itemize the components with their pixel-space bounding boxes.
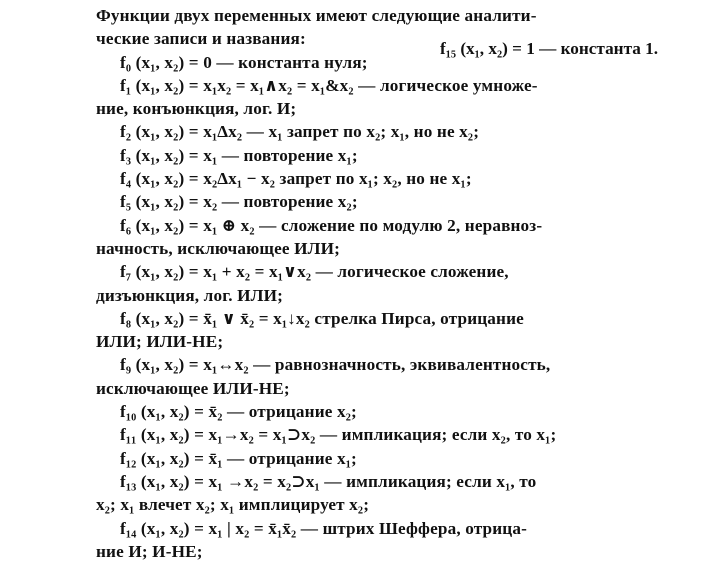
text-line: f₄ (x₁, x₂) = x₂Δx₁ − x₂ запрет по x₁; x₂, но не x₁; [120, 169, 472, 189]
text-body [96, 4, 680, 563]
text-line: дизъюнкция, лог. ИЛИ; [96, 285, 283, 305]
text-line: ние И; И-НЕ; [96, 541, 203, 561]
line-f15: f₁₅ (x₁, x₂) = 1 — константа 1. [440, 39, 659, 58]
text-line: f₁₄ (x₁, x₂) = x₁ | x₂ = x̄₁x̄₂ — штрих Шеффера, отрица- [120, 518, 527, 538]
text-line: f₁₃ (x₁, x₂) = x₁ →x₂ = x₂⊃x₁ — импликация; если x₁, то [120, 471, 537, 491]
text-line: f₆ (x₁, x₂) = x₁ ⊕ x₂ — сложение по модулю 2, неравноз- [120, 215, 543, 235]
text-line: f₅ (x₁, x₂) = x₂ — повторение x₂; [120, 192, 358, 212]
text-line: ИЛИ; ИЛИ-НЕ; [96, 332, 224, 352]
text-line: ческие записи и названия: [96, 29, 306, 49]
text-line: f₉ (x₁, x₂) = x₁↔x₂ — равнозначность, эквивалентность, [120, 355, 551, 375]
text-line: f₃ (x₁, x₂) = x₁ — повторение x₁; [120, 145, 358, 165]
text-line: исключающее ИЛИ-НЕ; [96, 378, 290, 398]
text-line: Функции двух переменных имеют следующие аналити- [96, 6, 537, 25]
text-line: f₁₁ (x₁, x₂) = x₁→x₂ = x₁⊃x₂ — импликация; если x₂, то x₁; [120, 425, 557, 445]
text-line: f₇ (x₁, x₂) = x₁ + x₂ = x₁∨x₂ — логическое сложение, [120, 262, 509, 282]
text-line: x₂; x₁ влечет x₂; x₁ имплицирует x₂; [96, 495, 370, 515]
text-line: f₈ (x₁, x₂) = x̄₁ ∨ x̄₂ = x₁↓x₂ стрелка Пирса, отрицание [120, 308, 524, 328]
text-line: f₁ (x₁, x₂) = x₁x₂ = x₁∧x₂ = x₁&x₂ — логическое умноже- [120, 75, 538, 95]
text-line: ние, конъюнкция, лог. И; [96, 99, 297, 119]
text-line: f₁₂ (x₁, x₂) = x̄₁ — отрицание x₁; [120, 448, 357, 468]
text-line: f₂ (x₁, x₂) = x₁Δx₂ — x₁ запрет по x₂; x₁, но не x₂; [120, 122, 480, 142]
text-line: начность, исключающее ИЛИ; [96, 238, 340, 258]
text-line: f₀ (x₁, x₂) = 0 — константа нуля; [120, 52, 368, 72]
text-line: f₁₀ (x₁, x₂) = x̄₂ — отрицание x₂; [120, 402, 357, 422]
